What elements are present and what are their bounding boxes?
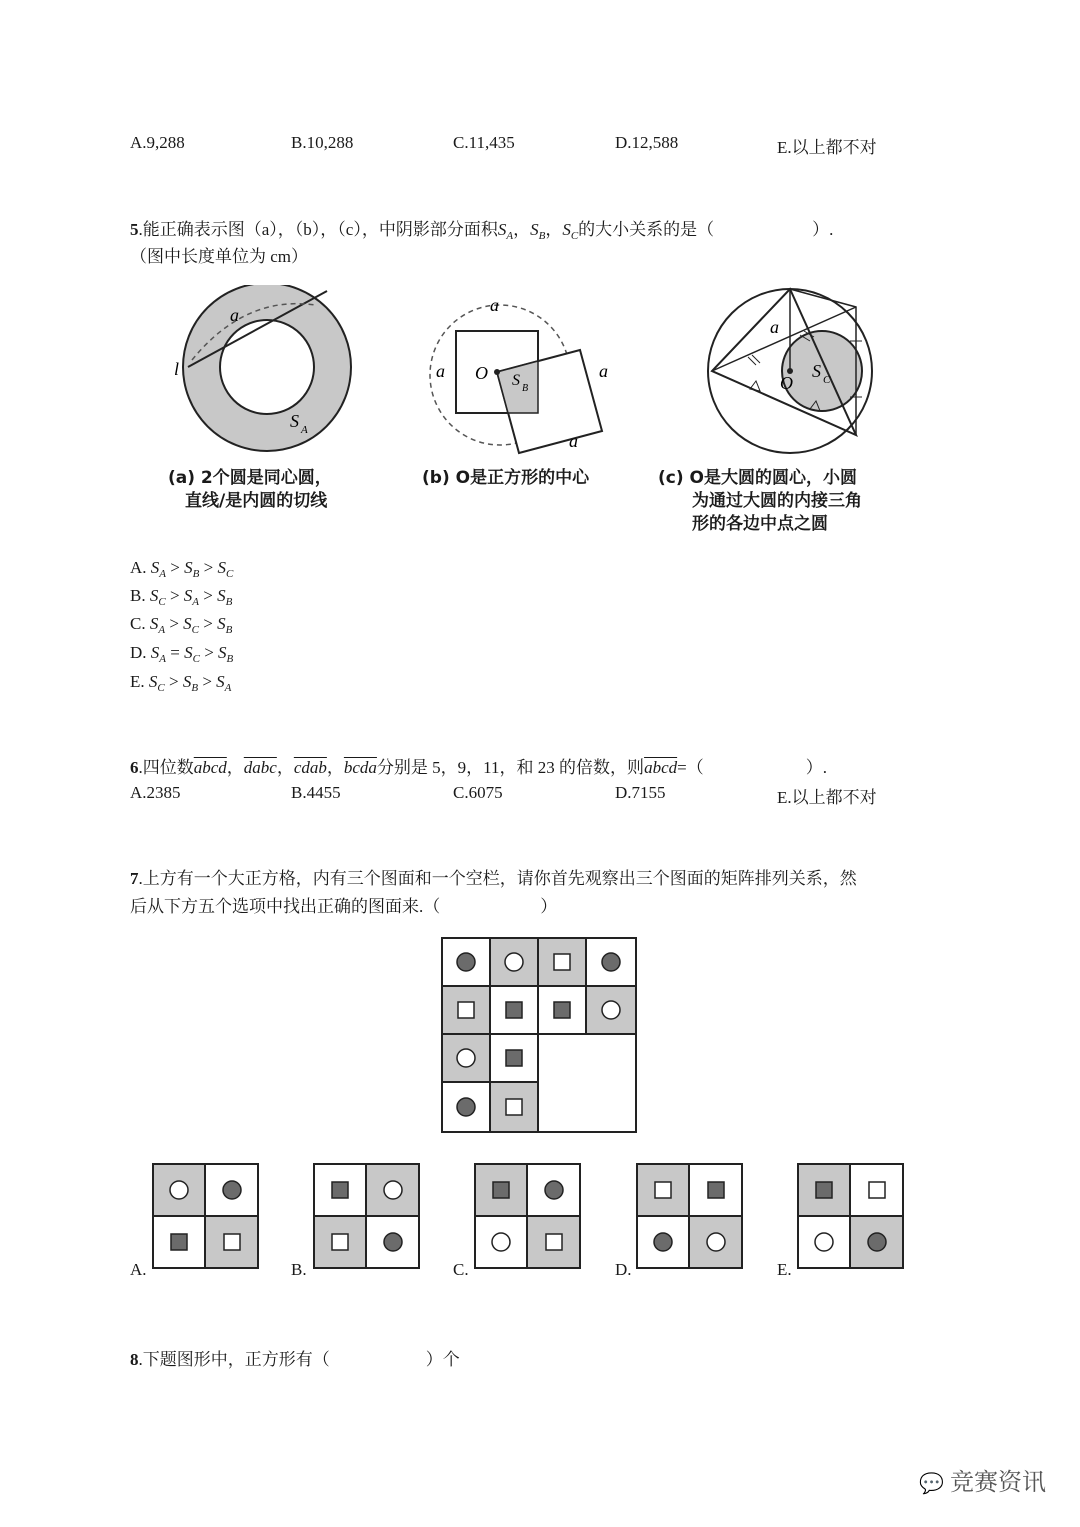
small-circle-sc xyxy=(782,331,862,411)
dark-circle xyxy=(384,1233,402,1251)
label-a-right-b: a xyxy=(599,361,608,381)
label-sc: S xyxy=(812,361,821,381)
q7-option-e-label[interactable]: E. xyxy=(777,1260,792,1279)
white-circle xyxy=(384,1181,402,1199)
q7-option-c-label[interactable]: C. xyxy=(453,1260,469,1279)
fig-c-caption-2: 为通过大圆的内接三角 xyxy=(692,491,862,511)
dark-circle xyxy=(457,1098,475,1116)
fig-a-caption-2: 直线/是内圆的切线 xyxy=(185,491,328,511)
q6-option-e[interactable]: E.以上都不对 xyxy=(777,788,877,807)
q8-number: 8 xyxy=(130,1350,139,1369)
q4-option-a[interactable]: A.9,288 xyxy=(130,133,185,152)
label-a-bottom-b: a xyxy=(569,431,578,451)
comma: ， xyxy=(513,220,531,239)
q6-option-a[interactable]: A.2385 xyxy=(130,783,181,802)
number-dabc: dabc xyxy=(243,758,277,777)
q7-text: .上方有一个大正方格，内有三个图面和一个空栏，请你首先观察出三个图面的矩阵排列关系，然 xyxy=(138,869,857,888)
dark-circle xyxy=(223,1181,241,1199)
dark-square xyxy=(332,1182,348,1198)
white-circle xyxy=(602,1001,620,1019)
dark-square xyxy=(506,1050,522,1066)
number-cdab: cdab xyxy=(293,758,327,777)
white-circle xyxy=(457,1049,475,1067)
q5-choice-e[interactable]: E. $S_C > S_B > S_A$ xyxy=(130,672,232,694)
q6-number: 6 xyxy=(130,758,139,777)
dark-square xyxy=(816,1182,832,1198)
q5-choice-d[interactable]: D. $S_A = S_C > S_B$ xyxy=(130,643,234,665)
fig-c-caption-1: (c) O是大圆的圆心，小圆 xyxy=(658,468,857,488)
q8-text: .下题图形中，正方形有（ xyxy=(138,1350,330,1369)
q5-choice-a[interactable]: A. $S_A > S_B > S_C$ xyxy=(130,558,234,580)
q4-option-e[interactable]: E.以上都不对 xyxy=(777,138,877,157)
figure-a xyxy=(183,285,351,451)
dark-square xyxy=(554,1002,570,1018)
q7-option-a-label[interactable]: A. xyxy=(130,1260,147,1279)
q7-text: 后从下方五个选项中找出正确的图面来.（ xyxy=(130,897,441,916)
q7-text-end: ） xyxy=(540,897,558,916)
label-sb: S xyxy=(512,372,520,389)
dark-circle xyxy=(868,1233,886,1251)
q8-question xyxy=(130,1348,460,1372)
q6-text: =（ xyxy=(677,758,704,777)
q6-option-c[interactable]: C.6075 xyxy=(453,783,503,802)
q5-text: .能正确表示图（a），（b），（c），中阴影部分面积 xyxy=(138,220,498,239)
white-square xyxy=(546,1234,562,1250)
q7-question-line1 xyxy=(130,867,857,891)
q7-option-d-label[interactable]: D. xyxy=(615,1260,632,1279)
label-o-b: O xyxy=(475,363,488,383)
number-abcd: abcd xyxy=(644,758,678,777)
dark-square xyxy=(493,1182,509,1198)
choice-letter: C. xyxy=(130,614,146,633)
number-abcd: abcd xyxy=(193,758,227,777)
figure-c xyxy=(708,289,872,453)
label-a-top-b: a xyxy=(490,295,499,315)
fig-b-caption: (b) O是正方形的中心 xyxy=(422,468,590,488)
q5-text-end: ）. xyxy=(812,220,834,239)
number-bcda: bcda xyxy=(343,758,377,777)
dark-circle xyxy=(457,953,475,971)
q7-matrix xyxy=(441,937,637,1133)
white-square xyxy=(458,1002,474,1018)
label-sc-sub: C xyxy=(823,374,831,386)
q4-option-b[interactable]: B.10,288 xyxy=(291,133,354,152)
q6-option-b[interactable]: B.4455 xyxy=(291,783,341,802)
dark-square xyxy=(506,1002,522,1018)
footer-brand-text: 竞赛资讯 xyxy=(950,1468,1046,1496)
q5-choice-c[interactable]: C. $S_A > S_C > S_B$ xyxy=(130,614,233,636)
wechat-icon: 💬 xyxy=(919,1471,944,1495)
q5-figures xyxy=(150,285,930,470)
comma: ， xyxy=(545,220,563,239)
blank-slot xyxy=(538,1034,636,1132)
q5-choice-b[interactable]: B. $S_C > S_A > S_B$ xyxy=(130,586,233,608)
q6-text: .四位数 xyxy=(138,758,194,777)
q5-number: 5 xyxy=(130,220,139,239)
choice-letter: E. xyxy=(130,672,145,691)
q7-question-line2 xyxy=(130,895,557,919)
label-a-fig-a: a xyxy=(230,305,239,325)
white-circle xyxy=(492,1233,510,1251)
choice-letter: A. xyxy=(130,558,147,577)
q5-question-line2: （图中长度单位为 cm） xyxy=(130,247,309,266)
white-circle xyxy=(505,953,523,971)
white-square xyxy=(332,1234,348,1250)
q7-options xyxy=(150,1162,910,1272)
white-circle xyxy=(707,1233,725,1251)
dark-circle xyxy=(545,1181,563,1199)
label-sa: S xyxy=(290,411,299,431)
white-square xyxy=(506,1099,522,1115)
q6-text: 分别是 5，9，11，和 23 的倍数，则 xyxy=(376,758,645,777)
q4-option-c[interactable]: C.11,435 xyxy=(453,133,515,152)
q7-option-c-figure[interactable] xyxy=(475,1164,580,1268)
q7-option-b-label[interactable]: B. xyxy=(291,1260,307,1279)
white-circle xyxy=(170,1181,188,1199)
fig-a-caption-1: (a) 2个圆是同心圆， xyxy=(168,468,332,488)
q7-option-a-figure[interactable] xyxy=(153,1164,258,1268)
q7-option-d-figure[interactable] xyxy=(637,1164,742,1268)
q7-number: 7 xyxy=(130,869,139,888)
white-square xyxy=(655,1182,671,1198)
fig-c-caption-3: 形的各边中点之圆 xyxy=(692,514,828,534)
q4-option-d[interactable]: D.12,588 xyxy=(615,133,679,152)
q6-text-end: ）. xyxy=(805,758,827,777)
dark-circle xyxy=(654,1233,672,1251)
q7-option-e-figure[interactable] xyxy=(798,1164,903,1268)
white-circle xyxy=(815,1233,833,1251)
white-square xyxy=(554,954,570,970)
q6-option-d[interactable]: D.7155 xyxy=(615,783,666,802)
dark-square xyxy=(171,1234,187,1250)
label-o-c: O xyxy=(780,373,793,393)
choice-letter: D. xyxy=(130,643,147,662)
q8-text-end: ）个 xyxy=(425,1350,460,1369)
q5-question: 5.能正确表示图（a），（b），（c），中阴影部分面积$S_A$，$S_B$，$S_C$的大小关系的是（ ）. xyxy=(130,220,834,242)
label-a-left-b: a xyxy=(436,361,445,381)
label-l: l xyxy=(174,359,180,379)
dark-circle xyxy=(602,953,620,971)
label-sb-sub: B xyxy=(522,383,529,394)
choice-letter: B. xyxy=(130,586,146,605)
q6-question: 6.四位数abcd，dabc，cdab，bcda分别是 5，9，11，和 23 的倍数，则abcd=（ ）. xyxy=(130,758,827,777)
footer-brand xyxy=(919,1462,1046,1497)
inner-circle-a xyxy=(220,320,314,414)
label-sa-sub: A xyxy=(301,424,308,436)
q5-text: 的大小关系的是（ xyxy=(578,220,715,239)
white-square xyxy=(224,1234,240,1250)
label-a-c: a xyxy=(770,317,779,337)
white-square xyxy=(869,1182,885,1198)
center-o-b xyxy=(494,369,500,375)
dark-square xyxy=(708,1182,724,1198)
q7-option-b-figure[interactable] xyxy=(314,1164,419,1268)
